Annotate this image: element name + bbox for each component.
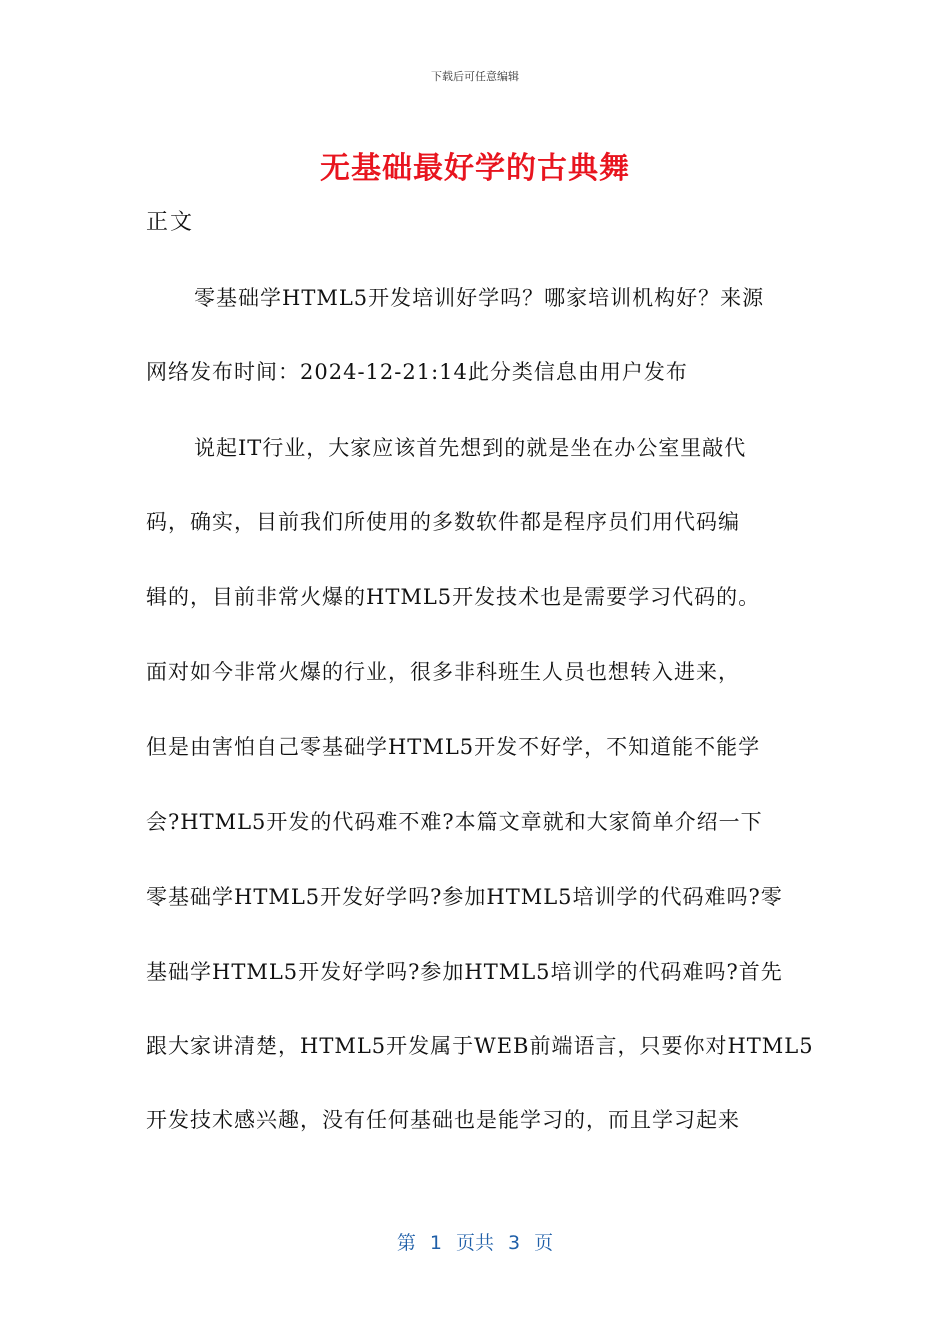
body-line: 基础学HTML5开发好学吗?参加HTML5培训学的代码难吗?首先: [146, 960, 783, 984]
body-line: 零基础学HTML5开发好学吗?参加HTML5培训学的代码难吗?零: [146, 885, 783, 909]
document-title: 无基础最好学的古典舞: [320, 151, 630, 186]
body-line: 会?HTML5开发的代码难不难?本篇文章就和大家简单介绍一下: [146, 810, 763, 834]
body-line: 跟大家讲清楚，HTML5开发属于WEB前端语言，只要你对HTML5: [146, 1034, 814, 1058]
body-line: 码，确实，目前我们所使用的多数软件都是程序员们用代码编: [146, 510, 740, 534]
page-number-footer: 第 1 页共 3 页: [396, 1232, 554, 1254]
body-line: 零基础学HTML5开发培训好学吗？哪家培训机构好？来源: [194, 286, 765, 310]
body-line: 网络发布时间：2024-12-21:14此分类信息由用户发布: [146, 360, 688, 384]
body-line: 辑的，目前非常火爆的HTML5开发技术也是需要学习代码的。: [146, 585, 761, 609]
page-header-note: 下载后可任意编辑: [431, 70, 519, 83]
body-line: 面对如今非常火爆的行业，很多非科班生人员也想转入进来，: [146, 660, 740, 684]
body-line: 开发技术感兴趣，没有任何基础也是能学习的，而且学习起来: [146, 1108, 740, 1132]
body-line: 但是由害怕自己零基础学HTML5开发不好学，不知道能不能学: [146, 735, 761, 759]
body-line: 说起IT行业，大家应该首先想到的就是坐在办公室里敲代: [194, 436, 747, 460]
section-label: 正文: [146, 210, 195, 235]
